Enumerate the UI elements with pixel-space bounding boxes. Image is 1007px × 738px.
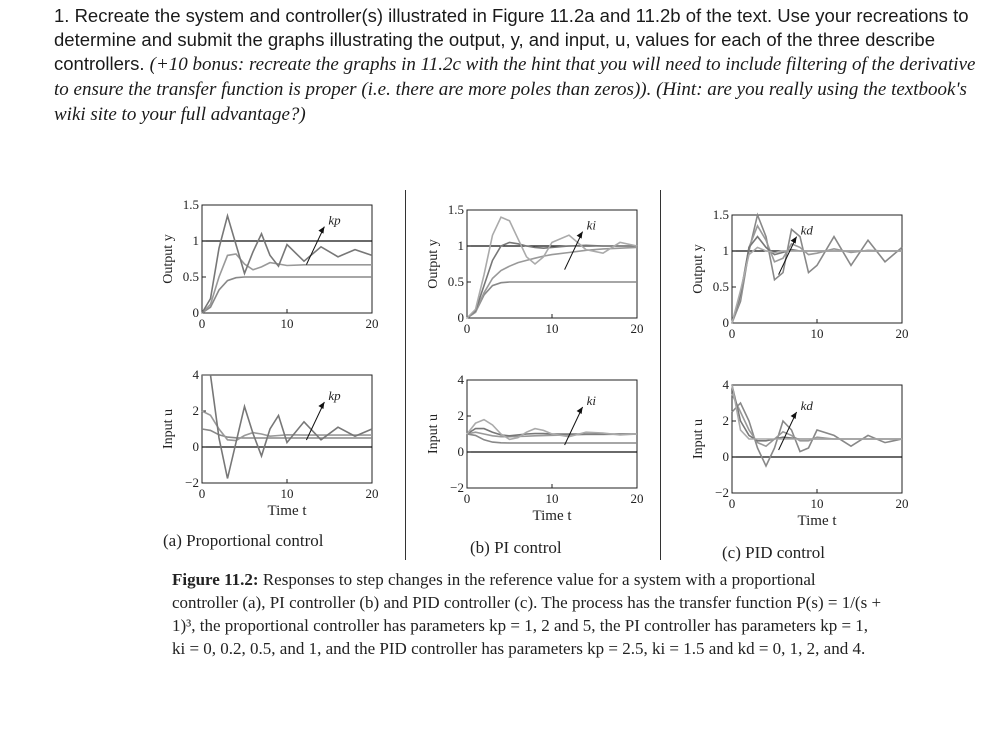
series-line-kd=2	[732, 385, 902, 441]
series-line-kp=5	[202, 375, 372, 479]
x-tick-label: 10	[810, 326, 824, 341]
y-tick-label: 4	[192, 367, 199, 382]
annotation-label: ki	[586, 393, 596, 408]
y-axis-label: Input u	[161, 408, 176, 450]
series-line-ki=0	[467, 282, 637, 318]
panel-a-output	[150, 195, 390, 345]
series-line-kp=2	[202, 254, 372, 313]
y-tick-label: 0	[457, 310, 464, 325]
series-line-kd=2	[732, 237, 902, 323]
annotation-label: kd	[800, 398, 813, 413]
y-tick-label: 1	[722, 243, 729, 258]
x-tick-label: 10	[545, 491, 559, 506]
series-line-kp=1	[202, 277, 372, 313]
y-axis-label: Output y	[691, 244, 706, 294]
y-tick-label: −2	[450, 480, 464, 495]
annotation-label: kp	[328, 388, 341, 403]
x-tick-label: 20	[365, 486, 379, 501]
question-text	[54, 4, 984, 127]
annotation-label: kp	[328, 212, 341, 228]
subcaption-b: (b) PI control	[470, 538, 562, 557]
series-line-kd=1	[732, 226, 902, 323]
y-tick-label: 0	[457, 444, 464, 459]
annotation-label: kd	[800, 222, 813, 238]
x-tick-label: 0	[728, 496, 736, 511]
series-line-ki=0.5	[467, 242, 637, 318]
y-tick-label: 4	[722, 377, 729, 392]
y-tick-label: 1.5	[712, 207, 729, 222]
y-tick-label: 1	[457, 238, 464, 253]
series-line-kd=4	[732, 247, 902, 323]
panel-c-input	[680, 375, 920, 540]
figure-caption	[172, 568, 882, 660]
plot-frame	[202, 205, 372, 313]
x-tick-label: 0	[198, 486, 206, 501]
column-divider-2	[660, 190, 661, 560]
question-italic: (+10 bonus: recreate the graphs in 11.2c with the hint that you will need to include filtering of the derivative to ensure the transfer function is proper (i.e. there are more poles than zeros)). (Hint: are you really using the textbook's wiki site to your full advantage?)	[54, 54, 976, 125]
x-tick-label: 20	[365, 316, 379, 331]
y-tick-label: 0.5	[712, 279, 729, 294]
y-tick-label: 2	[457, 408, 464, 423]
x-tick-label: 0	[728, 326, 736, 341]
column-divider-1	[405, 190, 406, 560]
x-tick-label: 10	[280, 486, 294, 501]
y-axis-label: Output y	[161, 234, 176, 284]
y-tick-label: 0	[722, 449, 729, 464]
y-tick-label: −2	[715, 485, 729, 500]
x-tick-label: 10	[280, 316, 294, 331]
y-tick-label: 1	[192, 233, 199, 248]
annotation-label: ki	[586, 217, 596, 233]
x-tick-label: 10	[545, 321, 559, 336]
x-tick-label: 20	[895, 496, 909, 511]
y-tick-label: 0	[192, 305, 199, 320]
plot-frame	[467, 210, 637, 318]
y-tick-label: 2	[722, 413, 729, 428]
series-line-kd=0	[732, 215, 902, 323]
x-tick-label: 0	[463, 321, 471, 336]
x-tick-label: 20	[630, 491, 644, 506]
y-axis-label: Input u	[691, 418, 706, 460]
y-tick-label: 4	[457, 372, 464, 387]
y-tick-label: 0.5	[447, 274, 464, 289]
panel-c-output	[680, 205, 920, 355]
x-tick-label: 10	[810, 496, 824, 511]
series-line-kp=1	[202, 429, 372, 438]
x-axis-label: Time t	[267, 503, 307, 519]
figure-caption-text: Responses to step changes in the reference value for a system with a proportional controller (a), PI controller (b) and PID controller (c). The process has the transfer function P(s) = 1/(s + 1)³, the proportional controller has parameters kp = 1, 2 and 5, the PI controller has parameters kp = 1, ki = 0, 0.2, 0.5, and 1, and the PID controller has parameters kp = 2.5, ki = 1.5 and kd = 0, 1, 2, and 4.	[172, 570, 882, 658]
question-plain: 1. Recreate the system and controller(s) illustrated in Figure 11.2a and 11.2b of the text. Use your recreations to determine and submit the graphs illustrating the output, y, and input, u, values for each of the three describe controllers.	[54, 5, 969, 74]
y-tick-label: 0	[192, 439, 199, 454]
x-tick-label: 0	[463, 491, 471, 506]
x-axis-label: Time t	[532, 508, 572, 524]
y-tick-label: 2	[192, 403, 199, 418]
x-tick-label: 0	[198, 316, 206, 331]
y-tick-label: −2	[185, 475, 199, 490]
series-line-ki=1	[467, 217, 637, 318]
subcaption-a: (a) Proportional control	[163, 531, 324, 550]
y-tick-label: 0	[722, 315, 729, 330]
plot-frame	[732, 215, 902, 323]
plot-frame	[202, 375, 372, 483]
figure-caption-label: Figure 11.2:	[172, 570, 259, 589]
y-tick-label: 0.5	[182, 269, 199, 284]
x-tick-label: 20	[630, 321, 644, 336]
y-tick-label: 1.5	[182, 197, 199, 212]
x-tick-label: 20	[895, 326, 909, 341]
panel-a-input	[150, 365, 390, 530]
y-axis-label: Input u	[426, 413, 441, 455]
panel-b-input	[415, 370, 655, 535]
x-axis-label: Time t	[797, 513, 837, 529]
subcaption-c: (c) PID control	[722, 543, 825, 562]
y-axis-label: Output y	[426, 239, 441, 289]
series-line-kp=2	[202, 411, 372, 441]
panel-b-output	[415, 200, 655, 350]
y-tick-label: 1.5	[447, 202, 464, 217]
